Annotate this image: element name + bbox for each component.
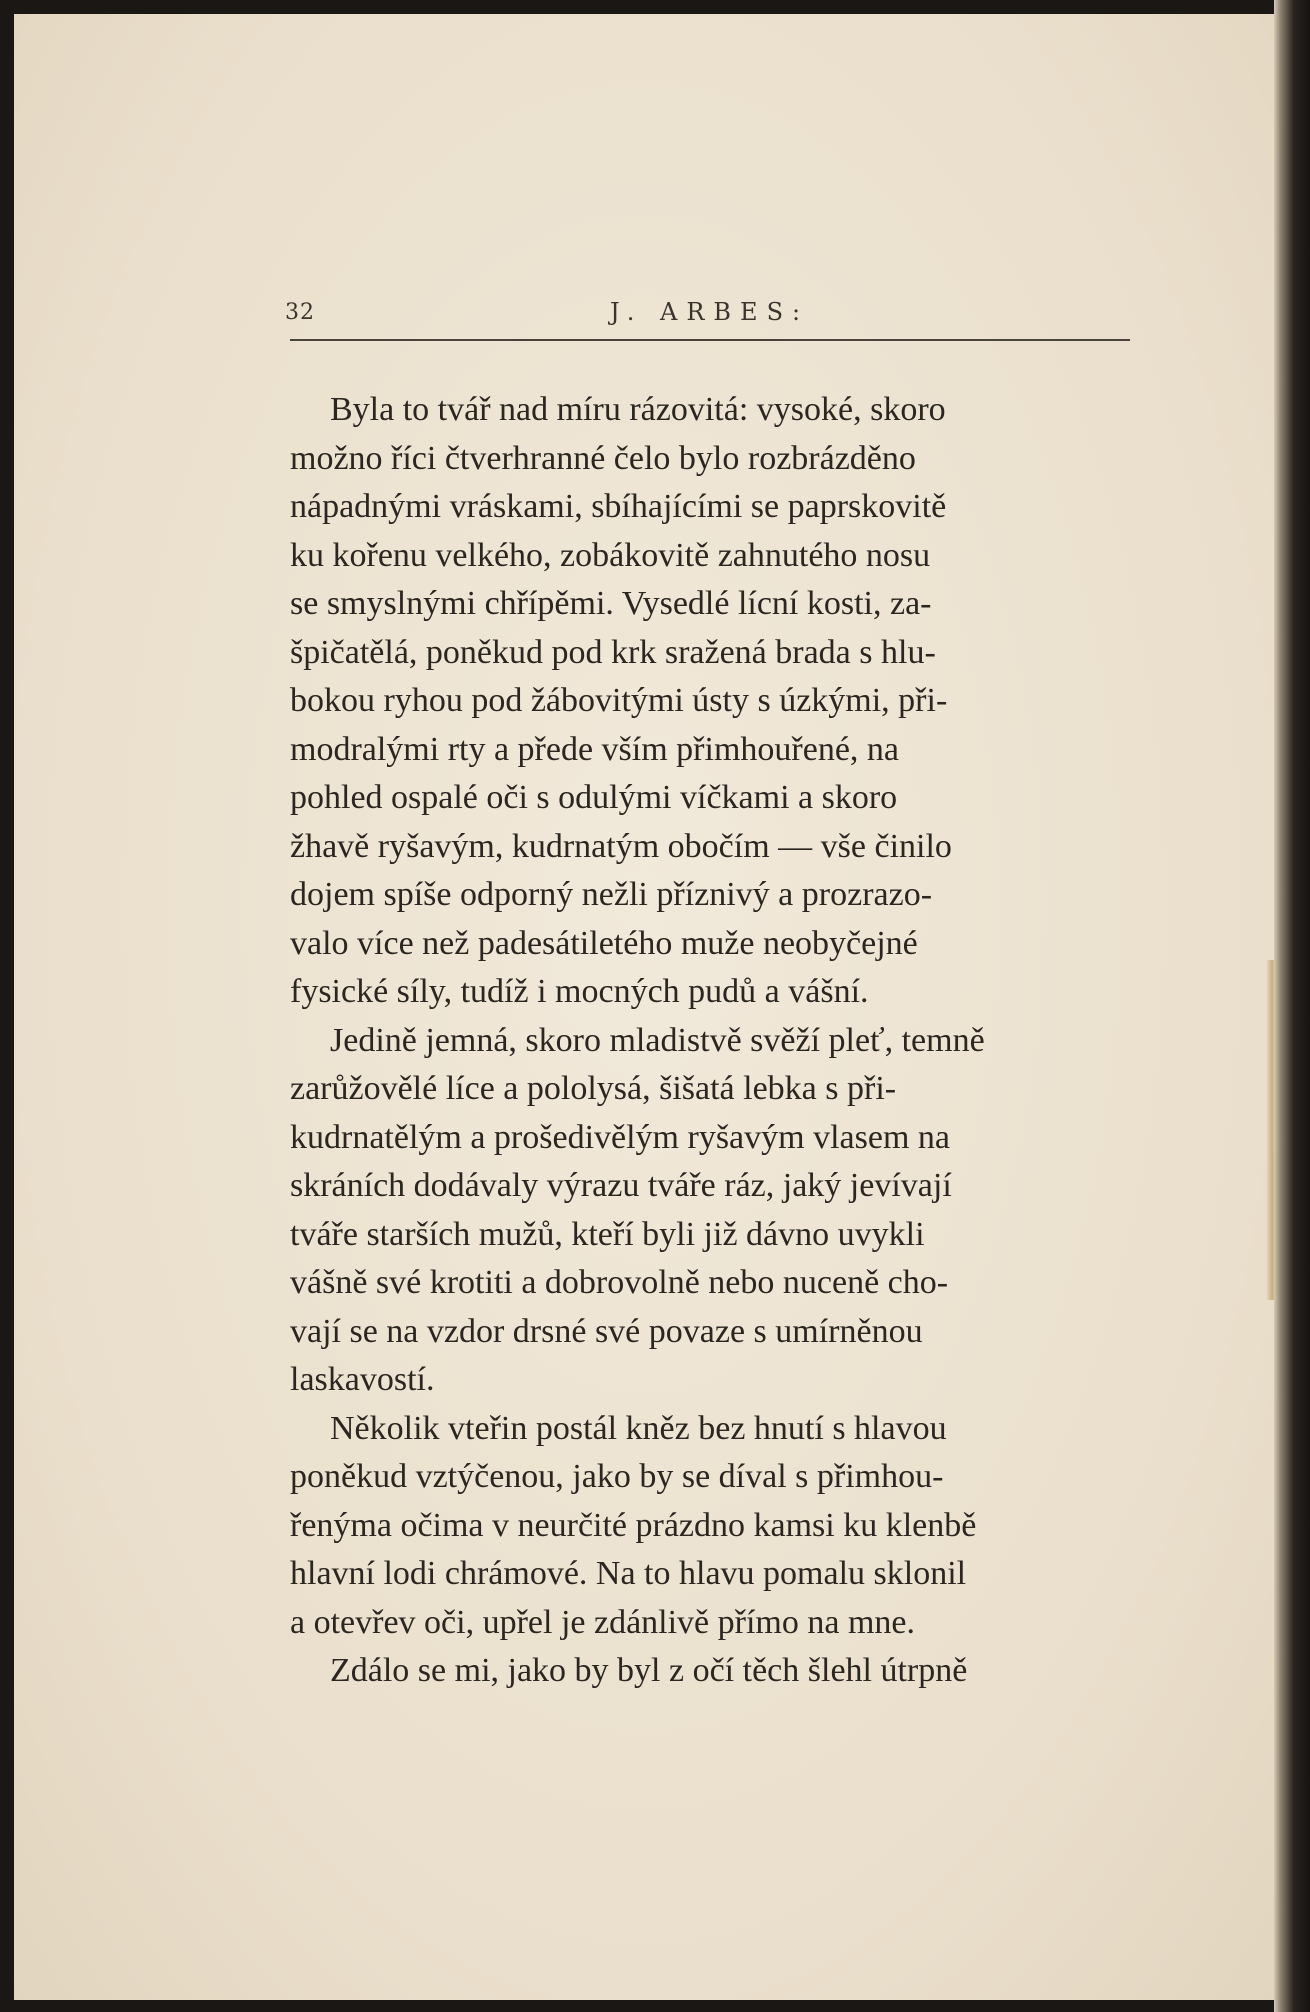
text-line: hlavní lodi chrámové. Na to hlavu pomalu sklonil	[290, 1555, 967, 1592]
text-line: vají se na vzdor drsné své povaze s umírněnou	[290, 1312, 923, 1350]
header-rule	[290, 339, 1130, 341]
book-spine-shadow	[1274, 0, 1310, 2012]
text-line: žhavě ryšavým, kudrnatým obočím — vše činilo	[290, 827, 952, 865]
text-line: a otevřev oči, upřel je zdánlivě přímo na mne.	[290, 1603, 915, 1641]
text-line: poněkud vztýčenou, jako by se díval s přimhou-	[290, 1458, 944, 1495]
text-line: dojem spíše odporný nežli příznivý a prozrazo-	[290, 876, 933, 913]
text-line: možno říci čtverhranné čelo bylo rozbrázděno	[290, 439, 916, 477]
page-header	[285, 300, 1130, 340]
text-line: zarůžovělé líce a pololysá, šišatá lebka s při-	[290, 1070, 897, 1107]
text-line: vášně své krotiti a dobrovolně nebo nuceně cho-	[290, 1264, 949, 1301]
text-line: ku kořenu velkého, zobákovitě zahnutého nosu	[290, 536, 931, 574]
text-line: skráních dodávaly výrazu tváře ráz, jaký jevívají	[290, 1167, 952, 1204]
text-line: nápadnými vráskami, sbíhajícími se paprskovitě	[290, 488, 947, 525]
text-line: se smyslnými chřípěmi. Vysedlé lícní kosti, za-	[290, 585, 932, 622]
text-line: fysické síly, tudíž i mocných pudů a vášní.	[290, 973, 869, 1010]
text-line: laskavostí.	[290, 1361, 435, 1398]
text-line: Zdálo se mi, jako by byl z očí těch šlehl útrpně	[330, 1652, 968, 1689]
body-text	[290, 386, 1140, 1696]
text-line: Několik vteřin postál kněz bez hnutí s hlavou	[330, 1409, 947, 1447]
text-line: kudrnatělým a prošedivělým ryšavým vlasem na	[290, 1118, 950, 1156]
text-line: tváře starších mužů, kteří byli již dávno uvykli	[290, 1215, 925, 1253]
text-line: valo více než padesátiletého muže neobyčejné	[290, 924, 918, 962]
text-line: pohled ospalé oči s odulými víčkami a skoro	[290, 779, 898, 816]
text-line: modralými rty a přede vším přimhouřené, na	[290, 730, 899, 768]
text-line: řenýma očima v neurčité prázdno kamsi ku klenbě	[290, 1506, 977, 1544]
text-line: Byla to tvář nad míru rázovitá: vysoké, skoro	[330, 391, 946, 428]
text-line: Jedině jemná, skoro mladistvě svěží pleť, temně	[330, 1021, 985, 1059]
running-head: J. ARBES:	[610, 298, 810, 326]
page-number: 32	[285, 300, 315, 325]
text-line: bokou ryhou pod žábovitými ústy s úzkými, při-	[290, 682, 948, 719]
text-line: špičatělá, poněkud pod krk sražená brada s hlu-	[290, 633, 936, 671]
